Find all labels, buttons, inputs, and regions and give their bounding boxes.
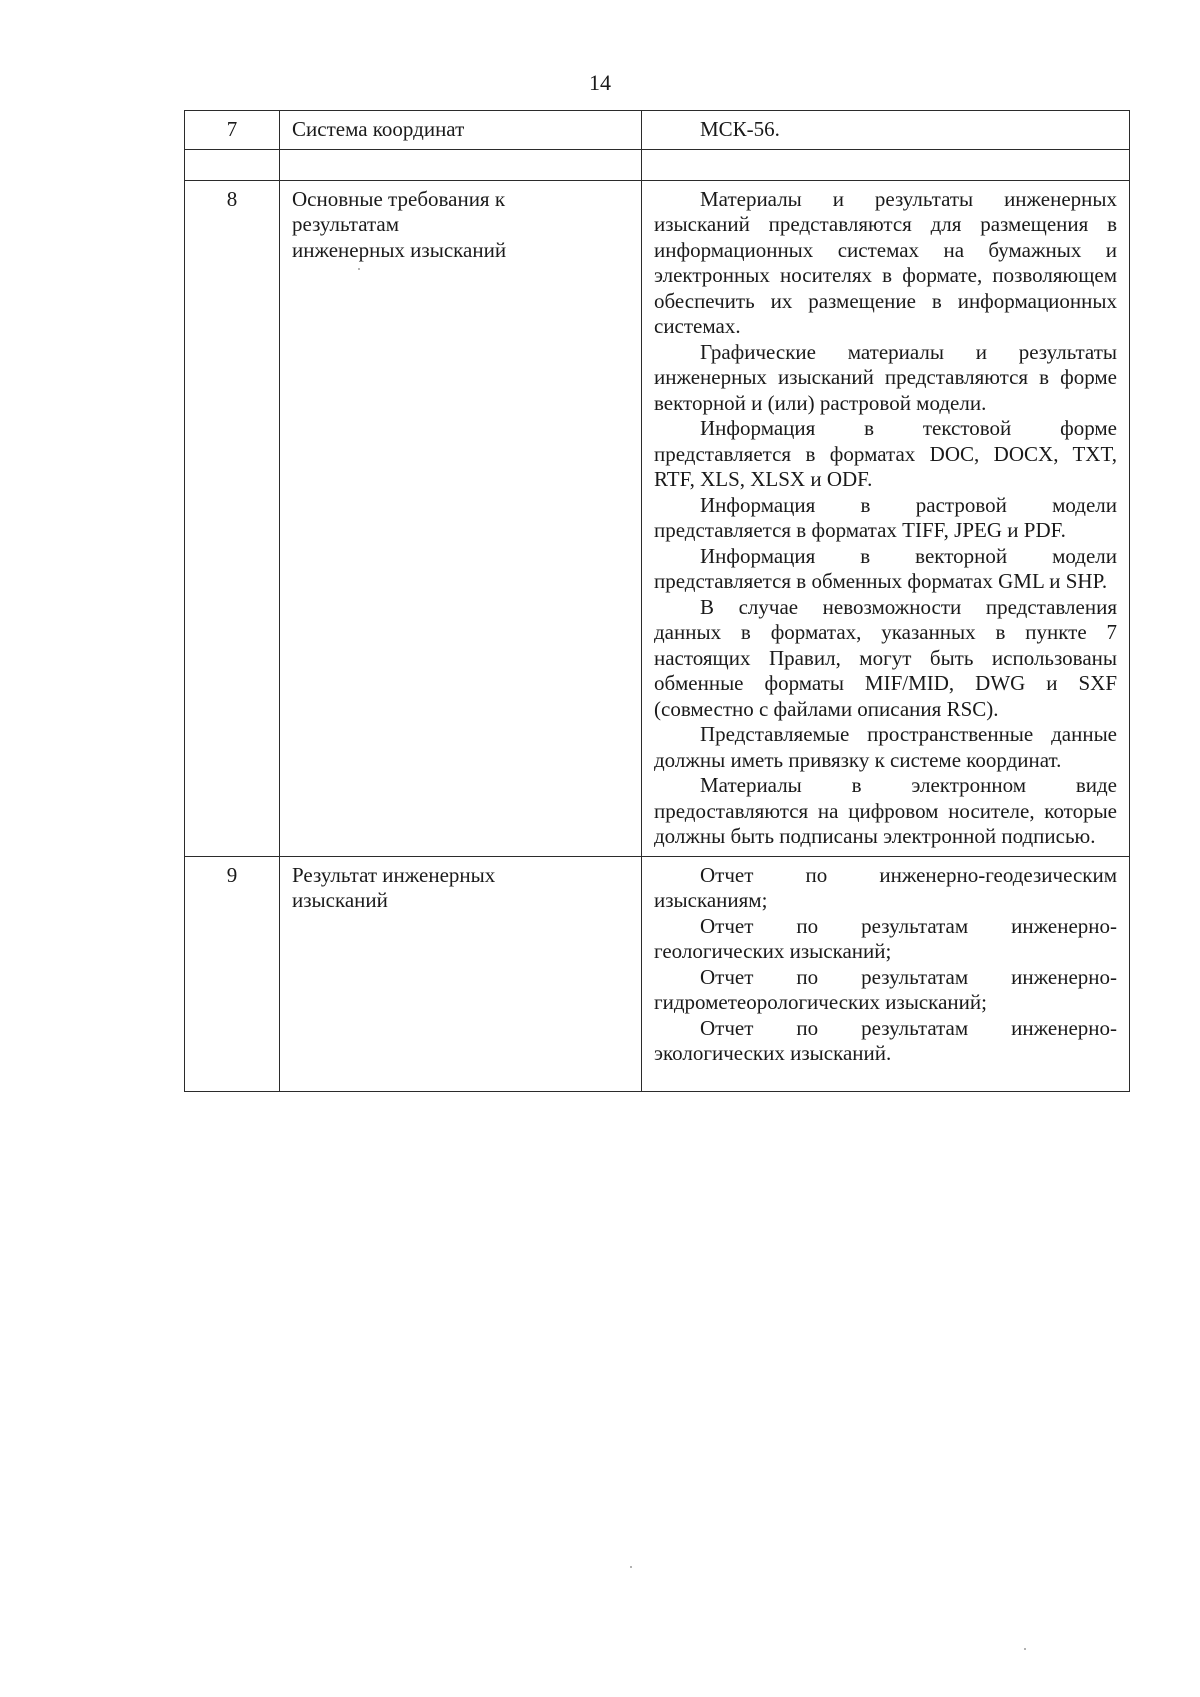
scan-speck	[630, 1566, 632, 1568]
coordinate-system-value: МСК-56.	[700, 117, 780, 141]
spacer-cell	[280, 149, 642, 180]
row-label	[280, 856, 642, 1091]
spacer-row	[185, 149, 1130, 180]
row-label-line: Основные требования к	[292, 186, 506, 211]
row-label	[280, 111, 642, 150]
row-label-line: результатам	[292, 212, 400, 236]
content-paragraph: Информация в растровой модели представляется в форматах TIFF, JPEG и PDF.	[654, 492, 1117, 542]
content-paragraph: Материалы и результаты инженерных изысканий представляются для размещения в информационных системах на бумажных и электронных носителях в формате, позволяющем обеспечить их размещение в информационных системах.	[654, 186, 1117, 338]
row-label	[280, 180, 642, 856]
spacer-cell	[642, 149, 1130, 180]
content-paragraph: Отчет по результатам инженерно-экологических изысканий.	[654, 1015, 1117, 1065]
content-paragraph: Информация в текстовой форме представляется в форматах DOC, DOCX, TXT, RTF, XLS, XLSX и ODF.	[654, 416, 1117, 491]
row-content	[642, 111, 1130, 150]
row-number: 9	[185, 856, 280, 1091]
row-number: 7	[185, 111, 280, 150]
scan-speck	[1024, 1648, 1026, 1650]
table-row	[185, 180, 1130, 856]
page-number: 14	[589, 70, 611, 95]
spacer-cell	[185, 149, 280, 180]
content-paragraph: Информация в векторной модели представляется в обменных форматах GML и SHP.	[654, 543, 1117, 593]
row-label-line: Система координат	[292, 117, 465, 141]
content-paragraph: Представляемые пространственные данные должны иметь привязку к системе координат.	[654, 722, 1117, 772]
row-label-line: инженерных изысканий	[292, 237, 507, 262]
content-paragraph: Отчет по результатам инженерно-гидрометеорологических изысканий;	[654, 964, 1117, 1014]
content-paragraph: Отчет по инженерно-геодезическим изысканиям;	[654, 862, 1117, 912]
table-row	[185, 856, 1130, 1091]
content-paragraph: Отчет по результатам инженерно-геологических изысканий;	[654, 913, 1117, 963]
content-paragraph: Материалы в электронном виде предоставляются на цифровом носителе, которые должны быть подписаны электронной подписью.	[654, 773, 1117, 848]
content-paragraph: В случае невозможности представления данных в форматах, указанных в пункте 7 настоящих Правил, могут быть использованы обменные форматы MIF/MID, DWG и SXF (совместно с файлами описания RSC).	[654, 594, 1117, 721]
table-row	[185, 111, 1130, 150]
row-content	[642, 180, 1130, 856]
requirements-table	[184, 110, 1130, 1092]
row-number: 8	[185, 180, 280, 856]
row-content	[642, 856, 1130, 1091]
row-label-line: Результат инженерных	[292, 862, 496, 887]
scan-speck	[358, 268, 360, 270]
row-label-line: изысканий	[292, 888, 388, 912]
content-paragraph: Графические материалы и результаты инженерных изысканий представляются в форме векторной и (или) растровой модели.	[654, 339, 1117, 415]
